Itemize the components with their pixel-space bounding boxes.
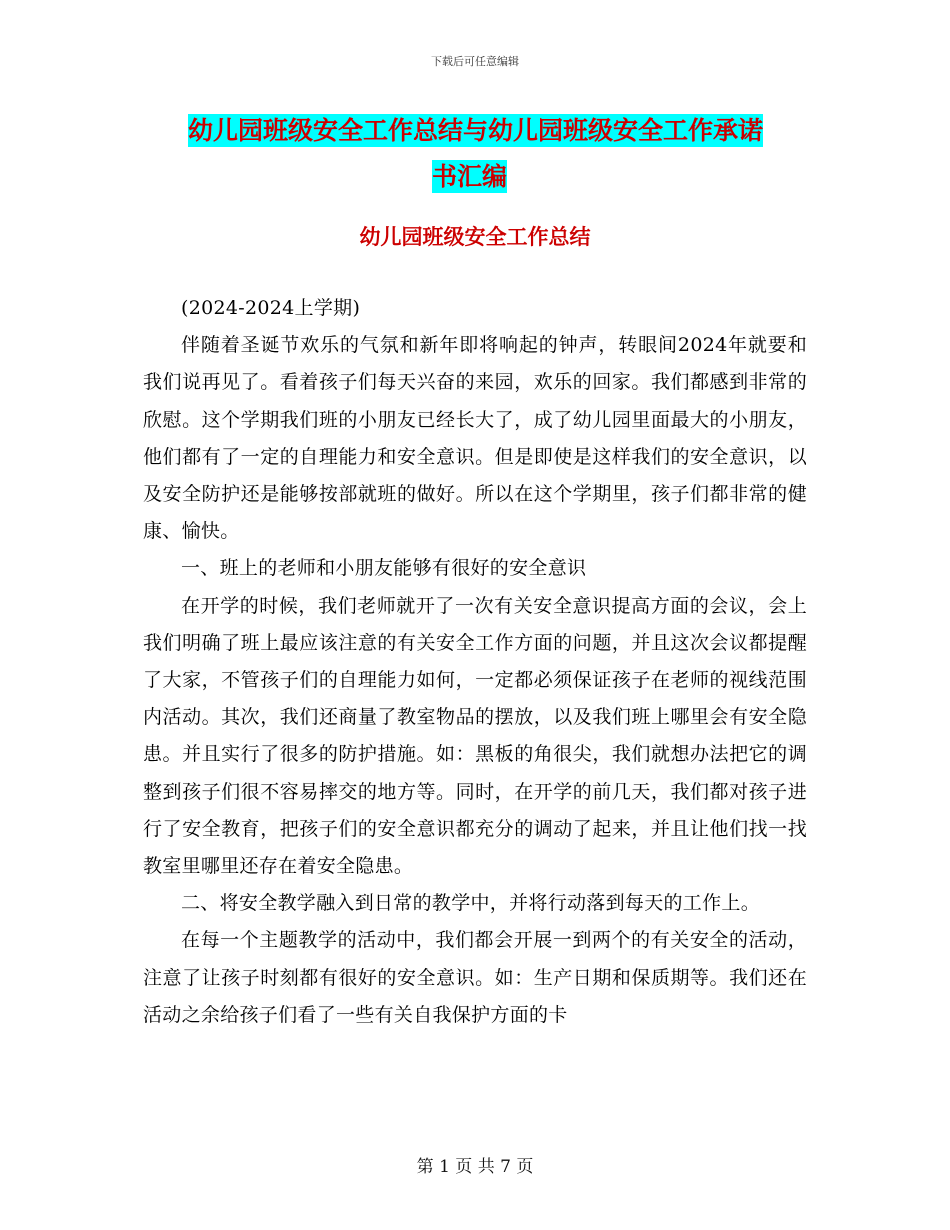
section-heading: 一、班上的老师和小朋友能够有很好的安全意识 [181, 557, 587, 580]
body-paragraph: 伴随着圣诞节欢乐的气氛和新年即将响起的钟声，转眼间2024年就要和我们说再见了。看着孩子们每天兴奋的来园，欢乐的回家。我们都感到非常的欣慰。这个学期我们班的小朋友已经长大了，成了幼儿园里面最大的小朋友，他们都有了一定的自理能力和安全意识。但是即使是这样我们的安全意识，以及安全防护还是能够按部就班的做好。所以在这个学期里，孩子们都非常的健康、愉快。 [143, 334, 807, 543]
document-title [188, 108, 828, 200]
section-title: 幼儿园班级安全工作总结 [359, 225, 591, 249]
page-header: 下载后可任意编辑 [431, 55, 519, 68]
page-number: 第 1 页 共 7 页 [416, 1157, 534, 1177]
body-paragraph: 在每一个主题教学的活动中，我们都会开展一到两个的有关安全的活动，注意了让孩子时刻都有很好的安全意识。如：生产日期和保质期等。我们还在活动之余给孩子们看了一些有关自我保护方面的卡 [143, 929, 807, 1026]
semester-note: (2024-2024上学期) [181, 297, 361, 319]
body-paragraph: 在开学的时候，我们老师就开了一次有关安全意识提高方面的会议，会上我们明确了班上最应该注意的有关安全工作方面的问题，并且这次会议都提醒了大家，不管孩子们的自理能力如何，一定都必须保证孩子在老师的视线范围内活动。其次，我们还商量了教室物品的摆放，以及我们班上哪里会有安全隐患。并且实行了很多的防护措施。如：黑板的角很尖，我们就想办法把它的调整到孩子们很不容易摔交的地方等。同时，在开学的前几天，我们都对孩子进行了安全教育，把孩子们的安全意识都充分的调动了起来，并且让他们找一找教室里哪里还存在着安全隐患。 [143, 594, 807, 878]
document-title-line-1: 幼儿园班级安全工作总结与幼儿园班级安全工作承诺 [188, 116, 764, 145]
section-heading: 二、将安全教学融入到日常的教学中，并将行动落到每天的工作上。 [181, 892, 761, 915]
document-body [143, 290, 807, 1034]
document-title-line-2: 书汇编 [432, 162, 508, 191]
